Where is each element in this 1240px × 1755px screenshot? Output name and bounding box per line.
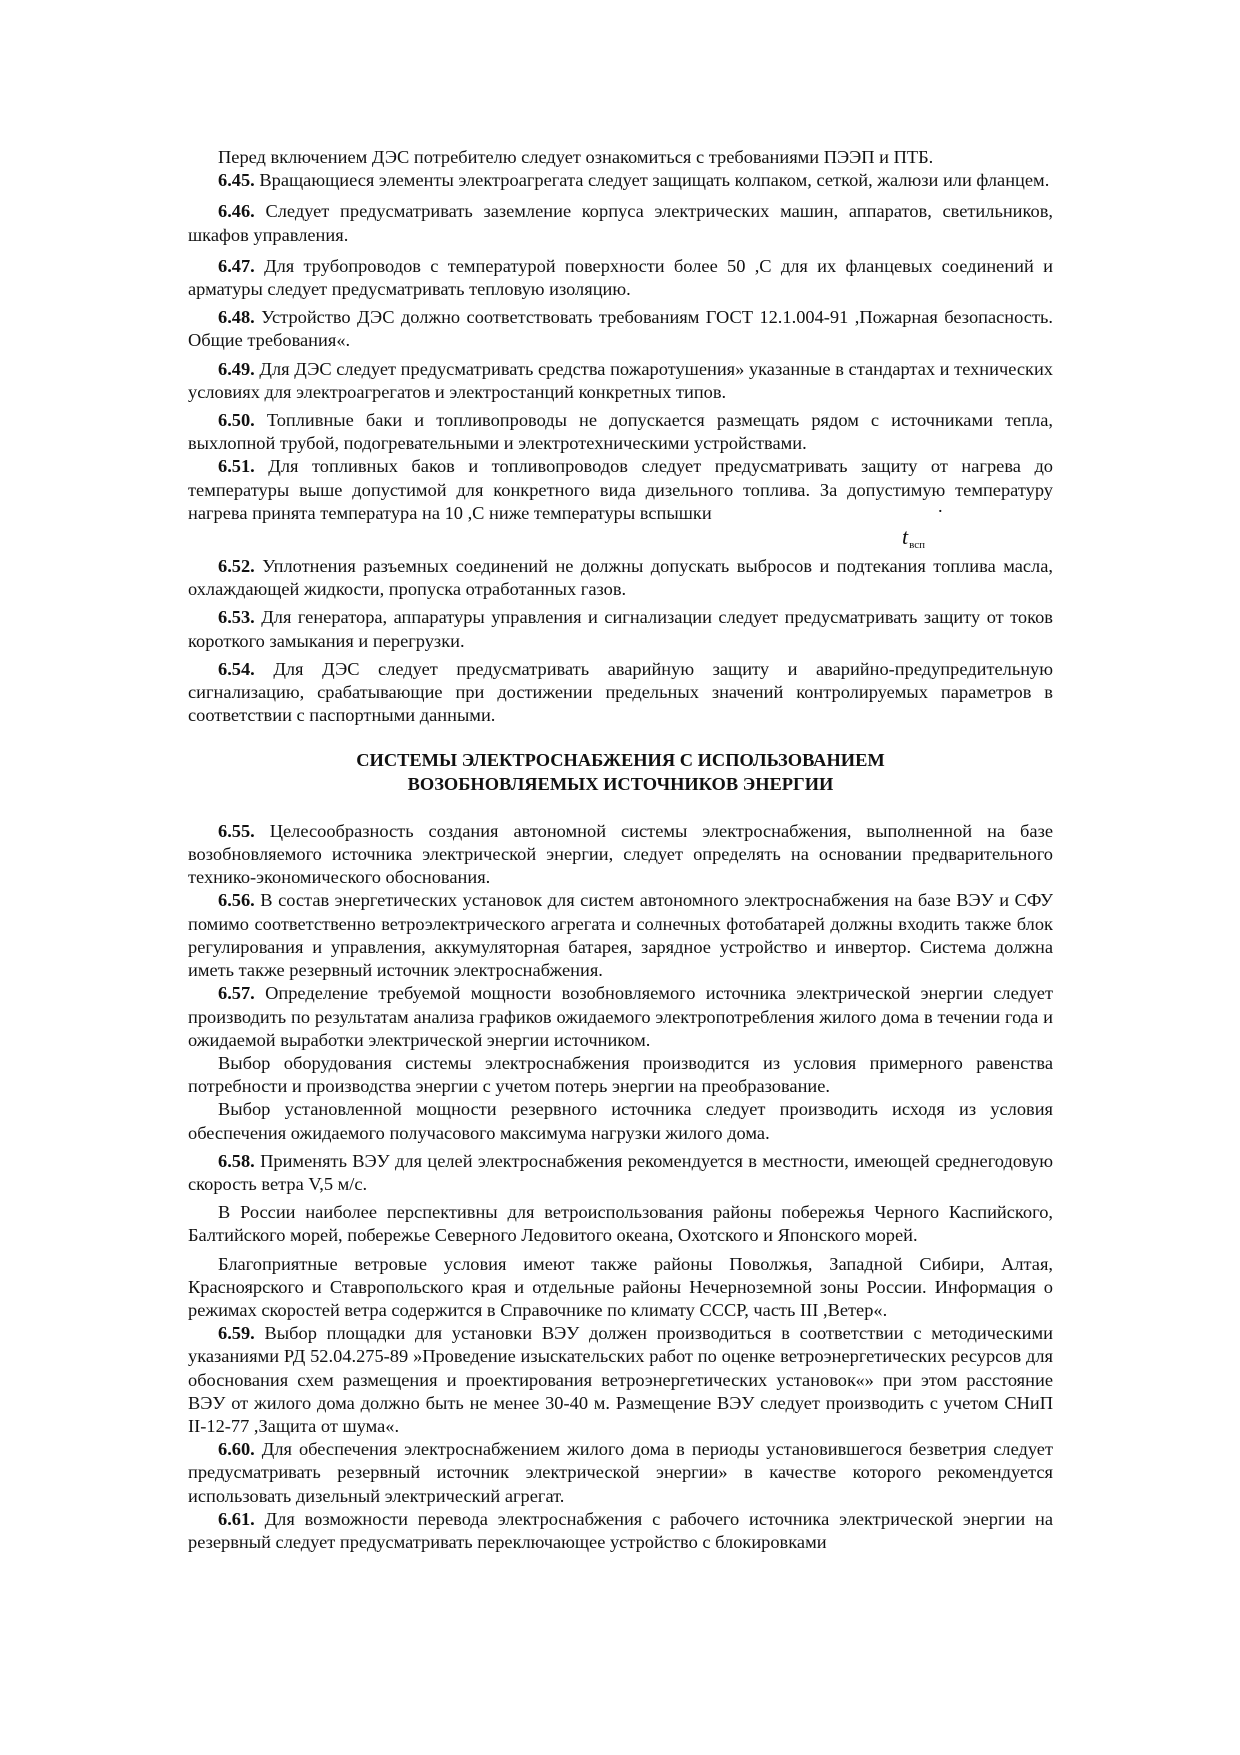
clause-number: 6.45. [218, 170, 255, 191]
clause-number: 6.57. [218, 983, 255, 1004]
paragraph-text: Для топливных баков и топливопроводов следует предусматривать защиту от нагрева до температуры выше допустимой для конкретного вида дизельного топлива. За допустимую температуру нагрева принята температура на 10 ,С ниже температуры вспышки [188, 456, 1053, 523]
clause-number: 6.61. [218, 1508, 255, 1529]
clause-number: 6.53. [218, 607, 255, 628]
paragraph-text: Для ДЭС следует предусматривать аварийную защиту и аварийно-предупредительную сигнализацию, срабатывающие при достижении предельных значений контролируемых параметров в соответствии с паспортными данными. [188, 658, 1053, 726]
paragraph-text: Для генератора, аппаратуры управления и сигнализации следует предусматривать защиту от токов короткого замыкания и перегрузки. [188, 607, 1053, 651]
formula-symbol: t [902, 524, 909, 550]
paragraph-6-55 [188, 820, 1053, 890]
paragraph-6-53 [188, 606, 1053, 652]
paragraph-text: Вращающиеся элементы электроагрегата следует защищать колпаком, сеткой, жалюзи или фланцем. [254, 170, 1050, 191]
paragraph-6-52 [188, 555, 1053, 601]
paragraph-6-51 [188, 455, 1053, 525]
paragraph-6-47 [188, 255, 1053, 301]
formula-trailing-period: . [938, 496, 943, 517]
paragraph-text: Применять ВЭУ для целей электроснабжения рекомендуется в местности, имеющей среднегодовую скорость ветра V,5 м/с. [188, 1150, 1053, 1194]
paragraph-russia-regions [188, 1201, 1053, 1247]
formula-subscript: всп [909, 539, 926, 552]
clause-number: 6.48. [218, 307, 255, 328]
paragraph-text: Следует предусматривать заземление корпуса электрических машин, аппаратов, светильников, шкафов управления. [188, 201, 1053, 245]
clause-number: 6.56. [218, 890, 255, 911]
paragraph-6-61 [188, 1508, 1053, 1554]
paragraph-6-59 [188, 1322, 1053, 1438]
paragraph-6-49 [188, 358, 1053, 404]
paragraph-6-48 [188, 306, 1053, 352]
paragraph-text: В России наиболее перспективны для ветроиспользования районы побережья Черного Каспийского, Балтийского морей, побережье Северного Ледовитого океана, Охотского и Японского морей. [188, 1202, 1053, 1246]
clause-number: 6.59. [218, 1323, 255, 1344]
paragraph-text: Благоприятные ветровые условия имеют также районы Поволжья, Западной Сибири, Алтая, Красноярского и Ставропольского края и отдельные районы Нечерноземной зоны России. Информация о режимах скоростей ветра содержится в Справочнике по климату СССР, часть III ,Ветер«. [188, 1253, 1053, 1320]
paragraph-text: Устройство ДЭС должно соответствовать требованиям ГОСТ 12.1.004-91 ,Пожарная безопасность. Общие требования«. [188, 307, 1053, 351]
paragraph-text: В состав энергетических установок для систем автономного электроснабжения на базе ВЭУ и СФУ помимо соответственно ветроэлектрического агрегата и солнечных фотобатарей должны входить также блок регулирования и управления, аккумуляторная батарея, зарядное устройство и инвертор. Система должна иметь также резервный источник электроснабжения. [188, 890, 1053, 981]
paragraph-text: Для возможности перевода электроснабжения с рабочего источника электрической энергии на резервный следует предусматривать переключающее устройство с блокировками [188, 1508, 1053, 1552]
clause-number: 6.49. [218, 358, 255, 379]
paragraph-6-50 [188, 409, 1053, 455]
clause-number: 6.58. [218, 1150, 255, 1171]
paragraph-text: Топливные баки и топливопроводы не допускается размещать рядом с источниками тепла, выхлопной трубой, подогревательными и электротехническими устройствами. [188, 410, 1053, 454]
formula-line [188, 496, 1053, 555]
section-top [188, 146, 1053, 555]
paragraph-text: Выбор установленной мощности резервного источника следует производить исходя из условия обеспечения ожидаемого получасового максимума нагрузки жилого дома. [188, 1099, 1053, 1143]
clause-number: 6.60. [218, 1439, 255, 1460]
paragraph-intro [188, 146, 1053, 169]
section-mid [188, 555, 1053, 727]
heading-line-1: СИСТЕМЫ ЭЛЕКТРОСНАБЖЕНИЯ С ИСПОЛЬЗОВАНИЕМ [356, 750, 885, 771]
paragraph-6-45 [188, 169, 1053, 192]
clause-number: 6.46. [218, 201, 255, 222]
paragraph-text: Целесообразность создания автономной системы электроснабжения, выполненной на базе возобновляемого источника электрической энергии, следует определять на основании предварительного технико-экономического обоснования. [188, 820, 1053, 888]
paragraph-wind-conditions [188, 1253, 1053, 1323]
paragraph-text: Выбор оборудования системы электроснабжения производится из условия примерного равенства потребности и производства энергии с учетом потерь энергии на преобразование. [188, 1052, 1053, 1097]
paragraph-text: Определение требуемой мощности возобновляемого источника электрической энергии следует производить по результатам анализа графиков ожидаемого электропотребления жилого дома в течении года и ожидаемой выработки электрической энергии источником. [188, 983, 1053, 1050]
formula-t-flash [902, 525, 925, 557]
document-page [188, 146, 1053, 1554]
paragraph-6-46 [188, 200, 1053, 246]
paragraph-text: Для обеспечения электроснабжением жилого дома в периоды установившегося безветрия следует предусматривать резервный источник электрической энергии» в качестве которого рекомендуется использовать дизельный электрический агрегат. [188, 1439, 1053, 1506]
paragraph-text: Для ДЭС следует предусматривать средства пожаротушения» указанные в стандартах и технических условиях для электроагрегатов и электростанций конкретных типов. [188, 358, 1053, 402]
clause-number: 6.52. [218, 556, 255, 577]
paragraph-text: Уплотнения разъемных соединений не должны допускать выбросов и подтекания топлива масла, охлаждающей жидкости, пропуска отработанных газов. [188, 556, 1053, 600]
paragraph-6-57 [188, 982, 1053, 1052]
section-bottom [188, 820, 1053, 1554]
paragraph-6-60 [188, 1438, 1053, 1508]
paragraph-text: Выбор площадки для установки ВЭУ должен производиться в соответствии с методическими указаниями РД 52.04.275-89 »Проведение изыскательских работ по оценке ветроэнергетических ресурсов для обоснования схем размещения и проектирования ветроэнергетических установок«» при этом расстояние ВЭУ от жилого дома должно быть не менее 30-40 м. Размещение ВЭУ следует производить с учетом СНиП II-12-77 ,Защита от шума«. [188, 1323, 1053, 1436]
paragraph-reserve-power [188, 1098, 1053, 1144]
clause-number: 6.51. [218, 456, 255, 477]
clause-number: 6.50. [218, 410, 255, 431]
clause-number: 6.54. [218, 658, 255, 679]
section-heading [188, 749, 1053, 795]
clause-number: 6.47. [218, 255, 255, 276]
paragraph-6-56 [188, 889, 1053, 982]
paragraph-6-58 [188, 1150, 1053, 1196]
paragraph-equipment-choice [188, 1052, 1053, 1098]
heading-line-2: ВОЗОБНОВЛЯЕМЫХ ИСТОЧНИКОВ ЭНЕРГИИ [407, 773, 834, 794]
paragraph-text: Для трубопроводов с температурой поверхности более 50 ,С для их фланцевых соединений и арматуры следует предусматривать тепловую изоляцию. [188, 255, 1053, 300]
paragraph-6-54 [188, 658, 1053, 728]
paragraph-text: Перед включением ДЭС потребителю следует ознакомиться с требованиями ПЭЭП и ПТБ. [218, 147, 934, 167]
clause-number: 6.55. [218, 820, 255, 841]
